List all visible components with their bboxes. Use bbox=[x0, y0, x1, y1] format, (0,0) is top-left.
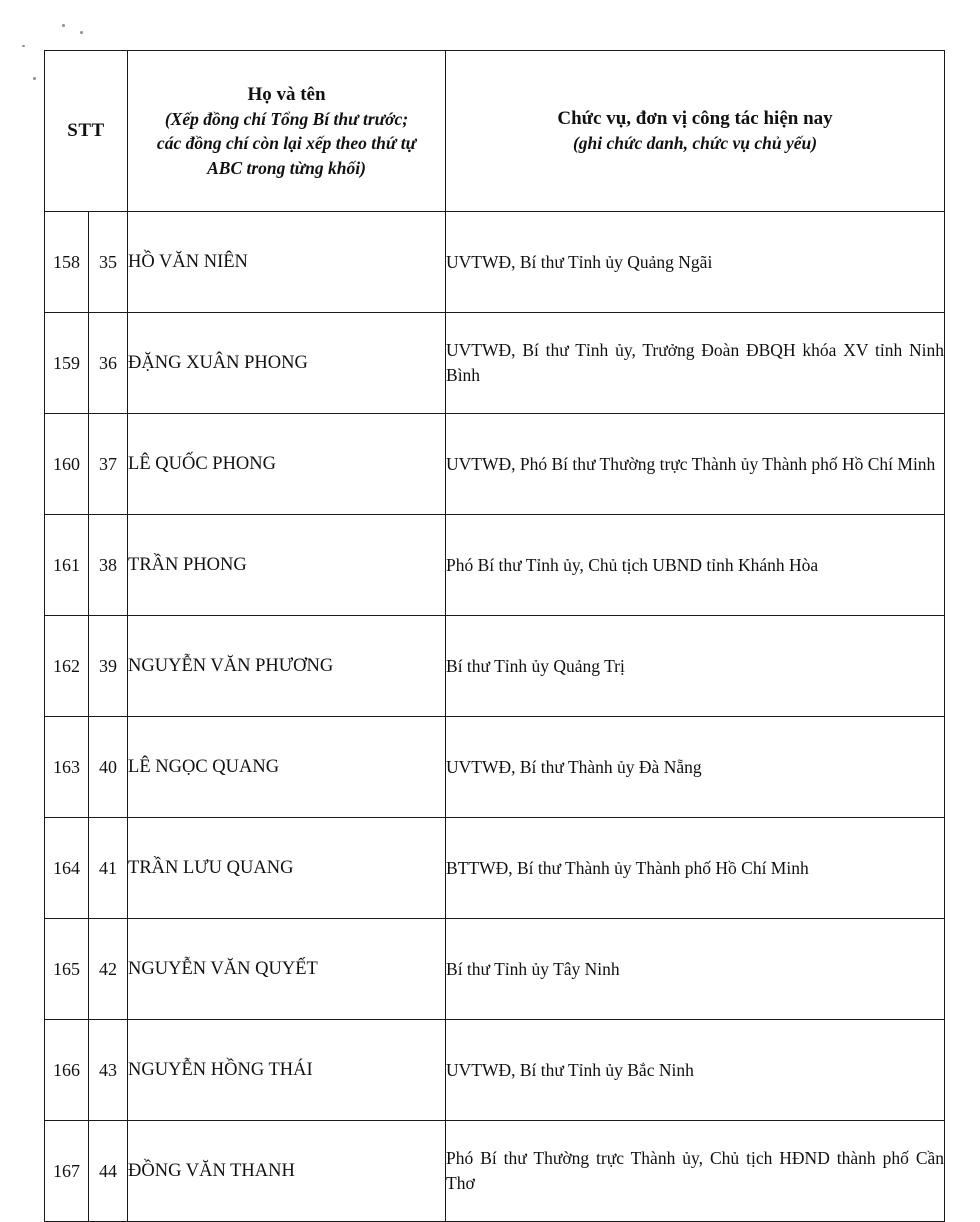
row-sub-number: 42 bbox=[89, 919, 128, 1020]
row-position: BTTWĐ, Bí thư Thành ủy Thành phố Hồ Chí Minh bbox=[446, 818, 945, 919]
column-header-position bbox=[446, 51, 945, 212]
row-person-name: HỒ VĂN NIÊN bbox=[128, 212, 446, 313]
table-row bbox=[45, 414, 945, 515]
row-number: 165 bbox=[45, 919, 89, 1020]
table-header bbox=[45, 51, 945, 212]
row-position: Bí thư Tỉnh ủy Tây Ninh bbox=[446, 919, 945, 1020]
row-person-name: NGUYỄN VĂN QUYẾT bbox=[128, 919, 446, 1020]
row-sub-number: 38 bbox=[89, 515, 128, 616]
scan-speckle bbox=[62, 24, 65, 27]
table-row bbox=[45, 818, 945, 919]
personnel-table bbox=[44, 50, 945, 1222]
row-sub-number: 41 bbox=[89, 818, 128, 919]
row-sub-number: 39 bbox=[89, 616, 128, 717]
row-person-name: ĐỒNG VĂN THANH bbox=[128, 1121, 446, 1222]
row-person-name: TRẦN LƯU QUANG bbox=[128, 818, 446, 919]
row-position: Phó Bí thư Tỉnh ủy, Chủ tịch UBND tỉnh Khánh Hòa bbox=[446, 515, 945, 616]
row-sub-number: 37 bbox=[89, 414, 128, 515]
row-position: UVTWĐ, Bí thư Thành ủy Đà Nẵng bbox=[446, 717, 945, 818]
row-sub-number: 44 bbox=[89, 1121, 128, 1222]
row-number: 163 bbox=[45, 717, 89, 818]
row-sub-number: 40 bbox=[89, 717, 128, 818]
table-row bbox=[45, 212, 945, 313]
table-row bbox=[45, 313, 945, 414]
document-sheet bbox=[44, 50, 944, 1222]
column-header-name bbox=[128, 51, 446, 212]
row-person-name: NGUYỄN VĂN PHƯƠNG bbox=[128, 616, 446, 717]
row-position: UVTWĐ, Phó Bí thư Thường trực Thành ủy Thành phố Hồ Chí Minh bbox=[446, 414, 945, 515]
row-position: Bí thư Tỉnh ủy Quảng Trị bbox=[446, 616, 945, 717]
scan-speckle bbox=[33, 77, 36, 80]
row-number: 162 bbox=[45, 616, 89, 717]
row-number: 161 bbox=[45, 515, 89, 616]
row-number: 159 bbox=[45, 313, 89, 414]
column-header-name-note-line3: ABC trong từng khối) bbox=[207, 157, 366, 178]
row-number: 164 bbox=[45, 818, 89, 919]
row-person-name: NGUYỄN HỒNG THÁI bbox=[128, 1020, 446, 1121]
column-header-position-title: Chức vụ, đơn vị công tác hiện nay bbox=[557, 108, 833, 130]
row-number: 167 bbox=[45, 1121, 89, 1222]
row-person-name: TRẦN PHONG bbox=[128, 515, 446, 616]
row-person-name: ĐẶNG XUÂN PHONG bbox=[128, 313, 446, 414]
row-position: Phó Bí thư Thường trực Thành ủy, Chủ tịch HĐND thành phố Cần Thơ bbox=[446, 1121, 945, 1222]
column-header-stt: STT bbox=[45, 51, 128, 212]
table-row bbox=[45, 1020, 945, 1121]
table-row bbox=[45, 1121, 945, 1222]
row-number: 166 bbox=[45, 1020, 89, 1121]
column-header-name-note-line1: (Xếp đồng chí Tổng Bí thư trước; bbox=[164, 109, 409, 130]
row-person-name: LÊ NGỌC QUANG bbox=[128, 717, 446, 818]
column-header-name-title: Họ và tên bbox=[247, 84, 326, 106]
row-sub-number: 35 bbox=[89, 212, 128, 313]
table-row bbox=[45, 616, 945, 717]
header-row bbox=[45, 51, 945, 212]
row-sub-number: 43 bbox=[89, 1020, 128, 1121]
row-position: UVTWĐ, Bí thư Tỉnh ủy, Trưởng Đoàn ĐBQH khóa XV tỉnh Ninh Bình bbox=[446, 313, 945, 414]
row-number: 160 bbox=[45, 414, 89, 515]
row-position: UVTWĐ, Bí thư Tỉnh ủy Bắc Ninh bbox=[446, 1020, 945, 1121]
scan-speckle bbox=[80, 31, 83, 34]
column-header-position-note: (ghi chức danh, chức vụ chủ yếu) bbox=[572, 133, 818, 154]
table-body bbox=[45, 212, 945, 1222]
scan-speckle bbox=[22, 45, 25, 47]
row-number: 158 bbox=[45, 212, 89, 313]
table-row bbox=[45, 515, 945, 616]
row-position: UVTWĐ, Bí thư Tỉnh ủy Quảng Ngãi bbox=[446, 212, 945, 313]
table-row bbox=[45, 919, 945, 1020]
row-sub-number: 36 bbox=[89, 313, 128, 414]
row-person-name: LÊ QUỐC PHONG bbox=[128, 414, 446, 515]
table-row bbox=[45, 717, 945, 818]
column-header-name-note-line2: các đồng chí còn lại xếp theo thứ tự bbox=[156, 133, 417, 154]
